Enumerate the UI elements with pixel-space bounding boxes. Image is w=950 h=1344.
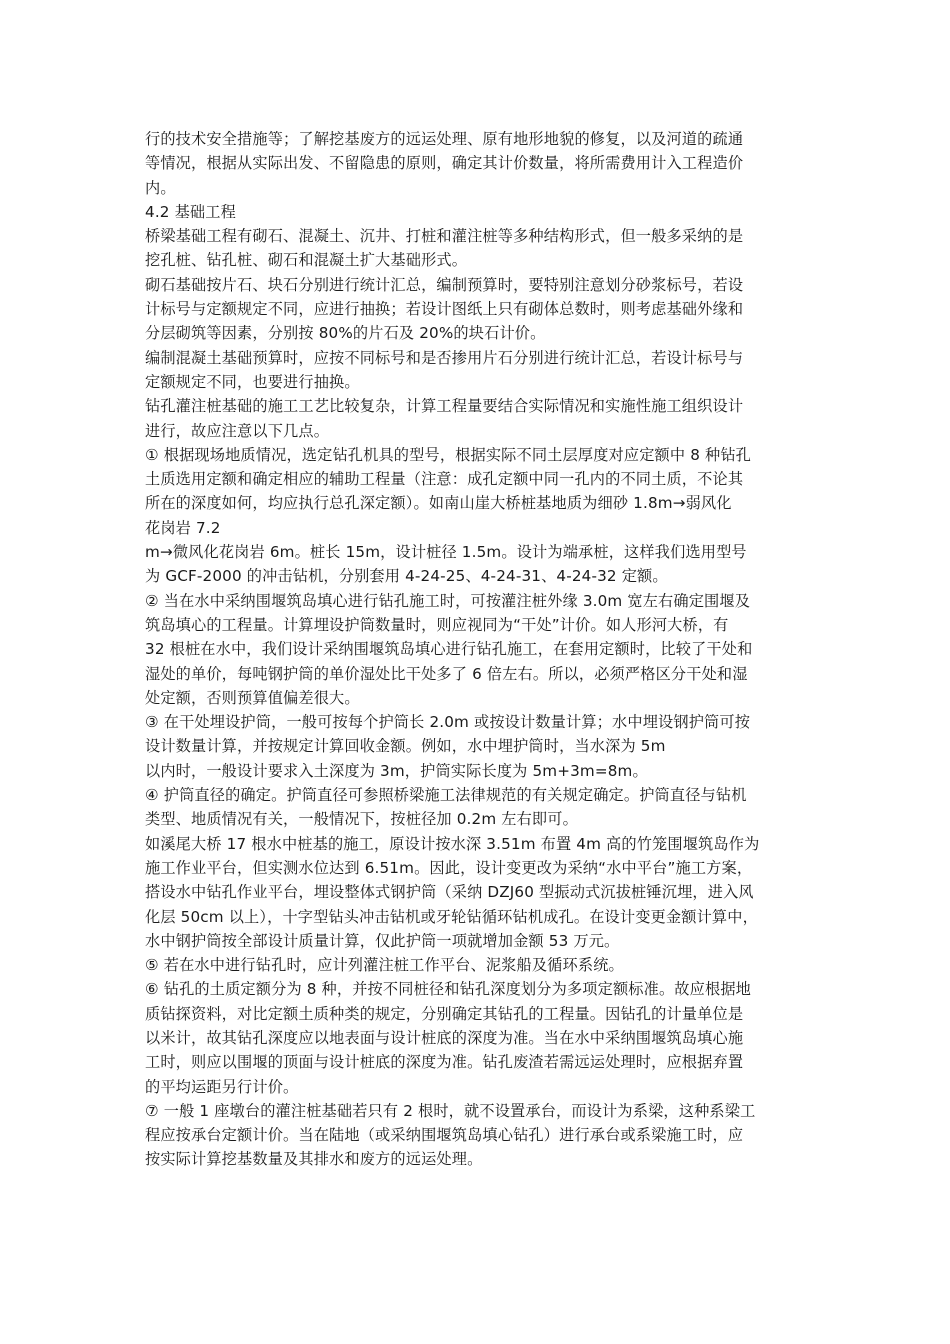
text-line: 处定额，否则预算值偏差很大。: [145, 688, 360, 707]
text-line: 施工作业平台，但实测水位达到 6.51m。因此，设计变更改为采纳“水中平台”施工方案，: [145, 858, 753, 877]
document-body: [145, 127, 817, 1172]
text-line: ⑤ 若在水中进行钻孔时，应计列灌注桩工作平台、泥浆船及循环系统。: [145, 956, 624, 975]
text-line: 进行，故应注意以下几点。: [145, 421, 330, 440]
text-line: 设计数量计算，并按规定计算回收金额。例如，水中埋护筒时，当水深为 5m: [145, 737, 666, 756]
text-line: 编制混凝土基础预算时，应按不同标号和是否掺用片石分别进行统计汇总，若设计标号与: [145, 348, 744, 367]
text-line: 质钻探资料，对比定额土质种类的规定，分别确定其钻孔的工程量。因钻孔的计量单位是: [145, 1004, 744, 1023]
text-line: 筑岛填心的工程量。计算埋设护筒数量时，则应视同为“干处”计价。如人形河大桥，有: [145, 615, 729, 634]
text-line: 钻孔灌注桩基础的施工工艺比较复杂，计算工程量要结合实际情况和实施性施工组织设计: [145, 397, 744, 416]
text-line: 搭设水中钻孔作业平台，埋设整体式钢护筒（采纳 DZJ60 型振动式沉拔桩锤沉埋，进入风: [145, 883, 754, 902]
text-line: 等情况，根据从实际出发、不留隐患的原则，确定其计价数量，将所需费用计入工程造价: [145, 154, 744, 173]
text-line: ③ 在干处埋设护筒，一般可按每个护筒长 2.0m 或按设计数量计算；水中埋设钢护筒可按: [145, 713, 751, 732]
text-line: 按实际计算挖基数量及其排水和废方的远运处理。: [145, 1150, 483, 1169]
text-line: ⑥ 钻孔的土质定额分为 8 种，并按不同桩径和钻孔深度划分为多项定额标准。故应根据地: [145, 980, 751, 999]
text-line: 内。: [145, 178, 176, 197]
text-line: 土质选用定额和确定相应的辅助工程量（注意：成孔定额中同一孔内的不同土质，不论其: [145, 470, 744, 489]
text-line: 定额规定不同，也要进行抽换。: [145, 372, 360, 391]
section-heading: 4.2 基础工程: [145, 202, 236, 221]
text-line: 挖孔桩、钻孔桩、砌石和混凝土扩大基础形式。: [145, 251, 468, 270]
text-line: 类型、地质情况有关，一般情况下，按桩径加 0.2m 左右即可。: [145, 810, 578, 829]
text-line: 计标号与定额规定不同，应进行抽换；若设计图纸上只有砌体总数时，则考虑基础外缘和: [145, 300, 744, 319]
text-line: m→微风化花岗岩 6m。桩长 15m，设计桩径 1.5m。设计为端承桩，这样我们选用型号: [145, 543, 747, 562]
text-line: 砌石基础按片石、块石分别进行统计汇总，编制预算时，要特别注意划分砂浆标号，若设: [145, 275, 744, 294]
text-line: 湿处的单价，每吨钢护筒的单价湿处比干处多了 6 倍左右。所以，必须严格区分干处和湿: [145, 664, 748, 683]
text-line: 工时，则应以围堰的顶面与设计桩底的深度为准。钻孔废渣若需远运处理时，应根据弃置: [145, 1053, 744, 1072]
text-line: 水中钢护筒按全部设计质量计算，仅此护筒一项就增加金额 53 万元。: [145, 931, 620, 950]
text-line: 为 GCF-2000 的冲击钻机，分别套用 4-24-25、4-24-31、4-24-32 定额。: [145, 567, 668, 586]
text-line: 行的技术安全措施等；了解挖基废方的远运处理、原有地形地貌的修复，以及河道的疏通: [145, 130, 744, 148]
text-line: ⑦ 一般 1 座墩台的灌注桩基础若只有 2 根时，就不设置承台，而设计为系梁，这种系梁工: [145, 1101, 756, 1120]
text-line: 如溪尾大桥 17 根水中桩基的施工，原设计按水深 3.51m 布置 4m 高的竹笼围堰筑岛作为: [145, 834, 760, 853]
text-line: 花岗岩 7.2: [145, 518, 221, 537]
text-line: ② 当在水中采纳围堰筑岛填心进行钻孔施工时，可按灌注桩外缘 3.0m 宽左右确定围堰及: [145, 591, 751, 610]
text-line: ④ 护筒直径的确定。护筒直径可参照桥梁施工法律规范的有关规定确定。护筒直径与钻机: [145, 786, 747, 805]
text-line: 32 根桩在水中，我们设计采纳围堰筑岛填心进行钻孔施工，在套用定额时，比较了干处和: [145, 640, 753, 659]
text-line: 以内时，一般设计要求入土深度为 3m，护筒实际长度为 5m+3m=8m。: [145, 761, 648, 780]
text-line: 的平均运距另行计价。: [145, 1077, 299, 1096]
text-line: 程应按承台定额计价。当在陆地（或采纳围堰筑岛填心钻孔）进行承台或系梁施工时，应: [145, 1126, 744, 1145]
text-line: ① 根据现场地质情况，选定钻孔机具的型号，根据实际不同土层厚度对应定额中 8 种钻孔: [145, 445, 751, 464]
text-line: 桥梁基础工程有砌石、混凝土、沉井、打桩和灌注桩等多种结构形式，但一般多采纳的是: [145, 227, 744, 246]
text-line: 以米计，故其钻孔深度应以地表面与设计桩底的深度为准。当在水中采纳围堰筑岛填心施: [145, 1028, 744, 1047]
text-line: 所在的深度如何，均应执行总孔深定额）。如南山崖大桥桩基地质为细砂 1.8m→弱风化: [145, 494, 732, 513]
text-line: 化层 50cm 以上），十字型钻头冲击钻机或牙轮钻循环钻机成孔。在设计变更金额计算中，: [145, 907, 758, 926]
text-line: 分层砌筑等因素，分别按 80%的片石及 20%的块石计价。: [145, 324, 546, 343]
